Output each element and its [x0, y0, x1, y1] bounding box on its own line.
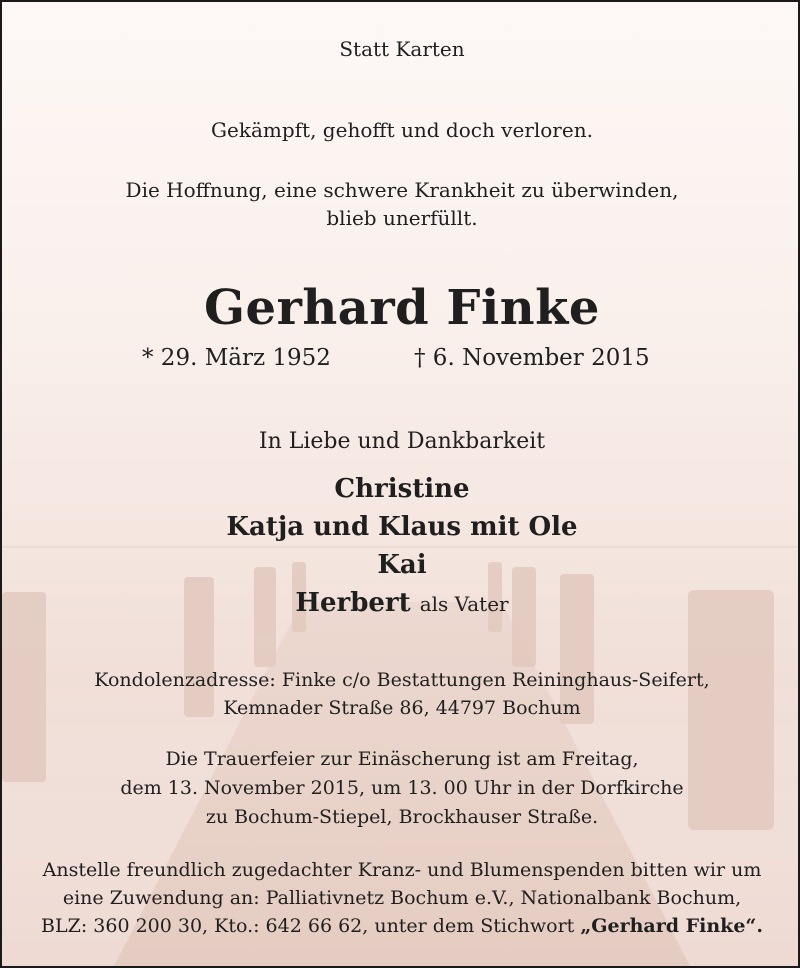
ceremony-line-3: zu Bochum-Stiepel, Brockhauser Straße. — [205, 806, 599, 828]
family-line-1: Christine — [334, 474, 470, 504]
family-name-herbert: Herbert — [295, 588, 411, 618]
dedication-line: In Liebe und Dankbarkeit — [258, 429, 546, 454]
condolence-line-2: Kemnader Straße 86, 44797 Bochum — [223, 697, 581, 719]
hope-line-2: blieb unerfüllt. — [326, 206, 478, 230]
ceremony-line-2: dem 13. November 2015, um 13. 00 Uhr in der Dorfkirche — [120, 777, 684, 799]
donation-line-2: eine Zuwendung an: Palliativnetz Bochum e.V., Nationalbank Bochum, — [62, 887, 742, 909]
hope-line-1: Die Hoffnung, eine schwere Krankheit zu überwinden, — [125, 178, 679, 202]
donation-line-3 — [2, 915, 800, 937]
donation-keyword: „Gerhard Finke“. — [580, 915, 763, 937]
birth-date: * 29. März 1952 — [142, 345, 331, 371]
header-text: Statt Karten — [339, 37, 465, 61]
family-relation: als Vater — [419, 592, 509, 616]
family-line-4 — [2, 588, 800, 618]
family-line-2: Katja und Klaus mit Ole — [226, 512, 578, 542]
family-line-3: Kai — [377, 550, 427, 580]
quote-line: Gekämpft, gehofft und doch verloren. — [211, 118, 593, 142]
death-date: † 6. November 2015 — [414, 345, 650, 371]
condolence-line-1: Kondolenzadresse: Finke c/o Bestattungen Reininghaus-Seifert, — [94, 669, 710, 691]
deceased-name: Gerhard Finke — [204, 280, 600, 336]
notice-content — [2, 2, 800, 968]
ceremony-line-1: Die Trauerfeier zur Einäscherung ist am Freitag, — [165, 748, 639, 770]
donation-line-1: Anstelle freundlich zugedachter Kranz- und Blumenspenden bitten wir um — [42, 859, 762, 881]
bank-details: BLZ: 360 200 30, Kto.: 642 66 62, unter dem Stichwort — [41, 915, 581, 937]
